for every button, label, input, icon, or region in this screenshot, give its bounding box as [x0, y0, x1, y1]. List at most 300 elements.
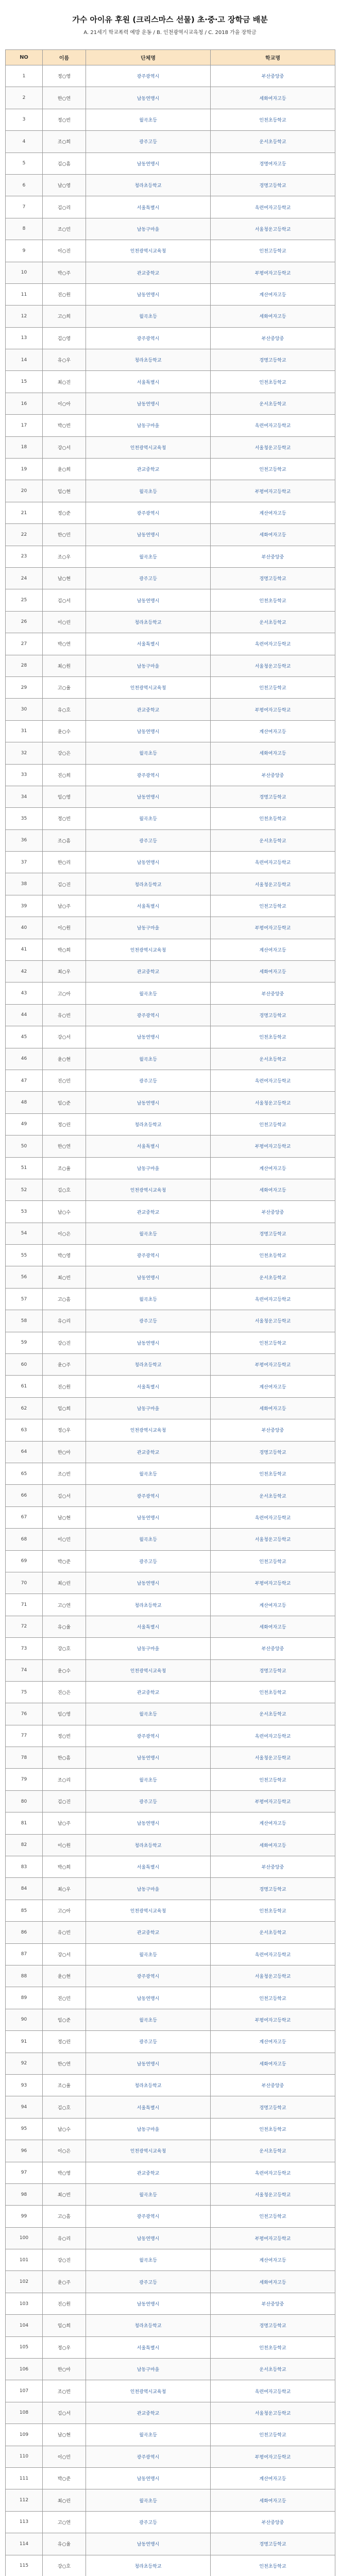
row-number: 43	[6, 982, 43, 1004]
table-row	[6, 1725, 335, 1747]
row-number: 78	[6, 1747, 43, 1769]
row-number: 17	[6, 415, 43, 436]
recipient-name: 이○민	[43, 2446, 86, 2467]
row-number: 57	[6, 1288, 43, 1310]
table-row	[6, 480, 335, 502]
school-name: 부산중앙중	[211, 1856, 335, 1878]
organization-name: 광주고등	[86, 1070, 211, 1091]
school-name: 부평여자고등학교	[211, 2227, 335, 2249]
recipient-name: 최○진	[43, 371, 86, 393]
table-row	[6, 1878, 335, 1900]
recipient-name: 윤○현	[43, 1048, 86, 1070]
row-number: 111	[6, 2467, 43, 2489]
row-number: 30	[6, 699, 43, 720]
school-name: 서울청운고등학교	[211, 2402, 335, 2424]
organization-name: 광주광역시	[86, 1004, 211, 1026]
recipient-name: 윤○희	[43, 459, 86, 480]
table-row	[6, 873, 335, 895]
recipient-name: 이○원	[43, 917, 86, 939]
table-row	[6, 1856, 335, 1878]
school-name: 계산여자고등	[211, 2249, 335, 2271]
school-name: 운서초등학교	[211, 1485, 335, 1506]
organization-name: 청라초등학교	[86, 1113, 211, 1135]
organization-name: 서울특별시	[86, 196, 211, 218]
row-number: 27	[6, 633, 43, 655]
table-row	[6, 1834, 335, 1856]
table-row	[6, 2315, 335, 2336]
row-number: 45	[6, 1026, 43, 1048]
recipient-name: 이○은	[43, 1223, 86, 1244]
recipient-name: 정○빈	[43, 109, 86, 130]
school-name: 부평여자고등학교	[211, 1572, 335, 1594]
school-name: 운서초등학교	[211, 131, 335, 152]
recipient-name: 임○희	[43, 1397, 86, 1419]
school-name: 부평여자고등학교	[211, 2009, 335, 2030]
row-number: 73	[6, 1638, 43, 1659]
row-number: 26	[6, 611, 43, 633]
row-number: 63	[6, 1419, 43, 1441]
recipient-name: 유○리	[43, 2227, 86, 2249]
row-number: 20	[6, 480, 43, 502]
organization-name: 광주고등	[86, 131, 211, 152]
row-number: 13	[6, 327, 43, 349]
row-number: 48	[6, 1092, 43, 1113]
organization-name: 청라초등학교	[86, 1354, 211, 1376]
table-row	[6, 1550, 335, 1572]
table-row	[6, 1004, 335, 1026]
organization-name: 남동연맹시	[86, 1332, 211, 1353]
table-row	[6, 524, 335, 546]
table-row	[6, 1943, 335, 1965]
row-number: 86	[6, 1922, 43, 1943]
recipient-name: 한○연	[43, 1136, 86, 1157]
organization-name: 월곡초등	[86, 480, 211, 502]
row-number: 53	[6, 1201, 43, 1223]
recipient-name: 고○연	[43, 1594, 86, 1616]
recipient-name: 이○진	[43, 240, 86, 262]
table-row	[6, 1201, 335, 1223]
row-number: 7	[6, 196, 43, 218]
row-number: 35	[6, 808, 43, 829]
school-name: 인천고등학교	[211, 2424, 335, 2446]
row-number: 74	[6, 1659, 43, 1681]
table-row	[6, 917, 335, 939]
recipient-name: 한○연	[43, 87, 86, 109]
organization-name: 관교중학교	[86, 699, 211, 720]
recipient-name: 김○서	[43, 1485, 86, 1506]
row-number: 2	[6, 87, 43, 109]
table-row	[6, 1245, 335, 1266]
table-row	[6, 786, 335, 807]
recipient-name: 남○현	[43, 567, 86, 589]
school-name: 옥련여자고등학교	[211, 196, 335, 218]
organization-name: 인천광역시교육청	[86, 1179, 211, 1200]
row-number: 61	[6, 1376, 43, 1397]
school-name: 인천초등학교	[211, 1463, 335, 1485]
recipient-name: 최○우	[43, 961, 86, 982]
header-no: NO	[6, 50, 43, 65]
organization-name: 광주고등	[86, 1550, 211, 1572]
school-name: 계산여자고등	[211, 1157, 335, 1179]
recipient-name: 김○흠	[43, 152, 86, 174]
organization-name: 남동연맹시	[86, 1026, 211, 1048]
table-row	[6, 567, 335, 589]
table-row	[6, 589, 335, 611]
organization-name: 광주고등	[86, 2271, 211, 2293]
school-name: 운서초등학교	[211, 2140, 335, 2162]
school-name: 운서초등학교	[211, 1703, 335, 1725]
table-row	[6, 1922, 335, 1943]
table-row	[6, 240, 335, 262]
row-number: 105	[6, 2336, 43, 2358]
school-name: 부평여자고등학교	[211, 917, 335, 939]
school-name: 계산여자고등	[211, 502, 335, 523]
row-number: 112	[6, 2489, 43, 2511]
row-number: 44	[6, 1004, 43, 1026]
table-row	[6, 699, 335, 720]
table-row	[6, 676, 335, 698]
school-name: 옥련여자고등학교	[211, 1070, 335, 1091]
row-number: 11	[6, 283, 43, 305]
school-name: 부산중앙중	[211, 982, 335, 1004]
school-name: 인천초등학교	[211, 808, 335, 829]
school-name: 세화여자고등	[211, 1397, 335, 1419]
table-row	[6, 546, 335, 567]
recipient-name: 남○주	[43, 895, 86, 917]
row-number: 77	[6, 1725, 43, 1747]
school-name: 서울청운고등학교	[211, 873, 335, 895]
row-number: 33	[6, 764, 43, 786]
recipient-name: 고○흠	[43, 2206, 86, 2227]
table-row	[6, 502, 335, 523]
recipient-name: 이○아	[43, 393, 86, 414]
organization-name: 남동연맹시	[86, 1092, 211, 1113]
recipient-name: 박○준	[43, 2467, 86, 2489]
table-row	[6, 393, 335, 414]
row-number: 67	[6, 1506, 43, 1528]
recipient-name: 유○율	[43, 1616, 86, 1637]
organization-name: 월곡초등	[86, 2424, 211, 2446]
school-name: 계산여자고등	[211, 1812, 335, 1834]
table-row	[6, 2555, 335, 2576]
recipient-name: 강○서	[43, 436, 86, 458]
table-row	[6, 1441, 335, 1463]
school-name: 인천고등학교	[211, 1987, 335, 2009]
row-number: 91	[6, 2031, 43, 2053]
recipient-name: 김○호	[43, 1179, 86, 1200]
school-name: 경명고등학교	[211, 1441, 335, 1463]
row-number: 46	[6, 1048, 43, 1070]
organization-name: 광주고등	[86, 2031, 211, 2053]
school-name: 계산여자고등	[211, 720, 335, 742]
organization-name: 인천광역시교육청	[86, 436, 211, 458]
recipient-name: 고○흠	[43, 1288, 86, 1310]
row-number: 79	[6, 1769, 43, 1790]
row-number: 9	[6, 240, 43, 262]
school-name: 부산중앙중	[211, 1419, 335, 1441]
school-name: 운서초등학교	[211, 393, 335, 414]
table-row	[6, 1376, 335, 1397]
recipient-name: 한○흠	[43, 1747, 86, 1769]
recipient-name: 진○원	[43, 1376, 86, 1397]
organization-name: 남동연맹시	[86, 524, 211, 546]
table-row	[6, 2336, 335, 2358]
organization-name: 남동구마을	[86, 917, 211, 939]
table-row	[6, 306, 335, 327]
school-name: 계산여자고등	[211, 283, 335, 305]
row-number: 16	[6, 393, 43, 414]
row-number: 110	[6, 2446, 43, 2467]
school-name: 운서초등학교	[211, 1266, 335, 1288]
school-name: 인천고등학교	[211, 895, 335, 917]
school-name: 부평여자고등학교	[211, 2446, 335, 2467]
recipient-name: 남○수	[43, 1201, 86, 1223]
row-number: 94	[6, 2096, 43, 2118]
organization-name: 서울특별시	[86, 633, 211, 655]
organization-name: 인천광역시교육청	[86, 1419, 211, 1441]
row-number: 103	[6, 2293, 43, 2314]
recipient-name: 강○진	[43, 2249, 86, 2271]
school-name: 인천초등학교	[211, 1681, 335, 1703]
recipient-name: 강○호	[43, 2555, 86, 2576]
organization-name: 서울특별시	[86, 371, 211, 393]
row-number: 71	[6, 1594, 43, 1616]
school-name: 부산중앙중	[211, 1201, 335, 1223]
organization-name: 월곡초등	[86, 1769, 211, 1790]
table-row	[6, 1638, 335, 1659]
row-number: 95	[6, 2118, 43, 2140]
row-number: 6	[6, 174, 43, 196]
school-name: 인천고등학교	[211, 240, 335, 262]
recipient-name: 윤○주	[43, 2271, 86, 2293]
recipient-name: 유○빈	[43, 1004, 86, 1026]
school-name: 계산여자고등	[211, 1594, 335, 1616]
table-row	[6, 1157, 335, 1179]
row-number: 50	[6, 1136, 43, 1157]
school-name: 인천초등학교	[211, 371, 335, 393]
table-row	[6, 982, 335, 1004]
table-row	[6, 436, 335, 458]
recipient-name: 한○리	[43, 852, 86, 873]
organization-name: 관교중학교	[86, 961, 211, 982]
table-row	[6, 1136, 335, 1157]
table-row	[6, 1506, 335, 1528]
row-number: 42	[6, 961, 43, 982]
header-org: 단체명	[86, 50, 211, 65]
table-row	[6, 1812, 335, 1834]
organization-name: 인천광역시교육청	[86, 676, 211, 698]
organization-name: 서울특별시	[86, 2336, 211, 2358]
row-number: 58	[6, 1310, 43, 1332]
table-row	[6, 1179, 335, 1200]
recipient-name: 정○빈	[43, 1725, 86, 1747]
table-row	[6, 2031, 335, 2053]
school-name: 부산중앙중	[211, 2511, 335, 2533]
row-number: 70	[6, 1572, 43, 1594]
recipient-name: 조○리	[43, 1769, 86, 1790]
row-number: 34	[6, 786, 43, 807]
school-name: 운서초등학교	[211, 1922, 335, 1943]
table-row	[6, 1681, 335, 1703]
recipient-name: 김○리	[43, 196, 86, 218]
recipient-name: 조○율	[43, 2074, 86, 2096]
row-number: 90	[6, 2009, 43, 2030]
row-number: 18	[6, 436, 43, 458]
table-row	[6, 1769, 335, 1790]
recipient-name: 정○준	[43, 502, 86, 523]
row-number: 19	[6, 459, 43, 480]
school-name: 옥련여자고등학교	[211, 2380, 335, 2402]
organization-name: 인천광역시교육청	[86, 240, 211, 262]
table-row	[6, 2511, 335, 2533]
school-name: 인천고등학교	[211, 459, 335, 480]
table-row	[6, 1048, 335, 1070]
recipient-name: 최○린	[43, 1572, 86, 1594]
recipient-name: 한○민	[43, 524, 86, 546]
organization-name: 관교중학교	[86, 262, 211, 283]
school-name: 세화여자고등	[211, 306, 335, 327]
table-row	[6, 2096, 335, 2118]
organization-name: 관교중학교	[86, 2402, 211, 2424]
organization-name: 청라초등학교	[86, 611, 211, 633]
recipient-name: 김○진	[43, 873, 86, 895]
organization-name: 남동연맹시	[86, 1572, 211, 1594]
row-number: 92	[6, 2053, 43, 2074]
recipient-name: 최○우	[43, 1878, 86, 1900]
school-name: 세화여자고등	[211, 524, 335, 546]
row-number: 106	[6, 2359, 43, 2380]
school-name: 계산여자고등	[211, 2467, 335, 2489]
row-number: 83	[6, 1856, 43, 1878]
recipient-name: 김○서	[43, 2402, 86, 2424]
recipient-name: 조○빈	[43, 1463, 86, 1485]
table-row	[6, 2009, 335, 2030]
row-number: 109	[6, 2424, 43, 2446]
table-row	[6, 371, 335, 393]
row-number: 72	[6, 1616, 43, 1637]
organization-name: 남동연맹시	[86, 152, 211, 174]
organization-name: 인천광역시교육청	[86, 939, 211, 960]
table-row	[6, 87, 335, 109]
school-name: 옥련여자고등학교	[211, 1506, 335, 1528]
recipient-name: 진○민	[43, 1987, 86, 2009]
organization-name: 월곡초등	[86, 742, 211, 764]
organization-name: 서울특별시	[86, 1616, 211, 1637]
table-row	[6, 1070, 335, 1091]
organization-name: 남동연맹시	[86, 2533, 211, 2555]
row-number: 81	[6, 1812, 43, 1834]
organization-name: 남동연맹시	[86, 852, 211, 873]
organization-name: 남동구마을	[86, 415, 211, 436]
table-row	[6, 1703, 335, 1725]
row-number: 32	[6, 742, 43, 764]
table-row	[6, 2293, 335, 2314]
recipient-name: 남○수	[43, 2118, 86, 2140]
organization-name: 남동구마을	[86, 1157, 211, 1179]
row-number: 96	[6, 2140, 43, 2162]
row-number: 41	[6, 939, 43, 960]
school-name: 부산중앙중	[211, 327, 335, 349]
table-row	[6, 218, 335, 240]
row-number: 59	[6, 1332, 43, 1353]
row-number: 101	[6, 2249, 43, 2271]
table-row	[6, 1266, 335, 1288]
table-row	[6, 65, 335, 87]
school-name: 경명고등학교	[211, 349, 335, 371]
row-number: 68	[6, 1529, 43, 1550]
organization-name: 광주광역시	[86, 502, 211, 523]
organization-name: 월곡초등	[86, 808, 211, 829]
recipient-name: 정○린	[43, 1113, 86, 1135]
organization-name: 광주광역시	[86, 327, 211, 349]
school-name: 서울청운고등학교	[211, 436, 335, 458]
recipient-name: 박○영	[43, 1245, 86, 1266]
school-name: 부평여자고등학교	[211, 480, 335, 502]
header-school: 학교명	[211, 50, 335, 65]
school-name: 서울청운고등학교	[211, 218, 335, 240]
recipient-name: 윤○수	[43, 1659, 86, 1681]
table-row	[6, 1790, 335, 1812]
row-number: 8	[6, 218, 43, 240]
school-name: 서울청운고등학교	[211, 1529, 335, 1550]
organization-name: 남동연맹시	[86, 589, 211, 611]
organization-name: 남동연맹시	[86, 283, 211, 305]
table-row	[6, 262, 335, 283]
school-name: 계산여자고등	[211, 939, 335, 960]
table-row	[6, 109, 335, 130]
organization-name: 관교중학교	[86, 2162, 211, 2183]
table-body	[6, 65, 335, 2576]
school-name: 경명고등학교	[211, 2533, 335, 2555]
recipient-name: 강○진	[43, 1332, 86, 1353]
row-number: 87	[6, 1943, 43, 1965]
organization-name: 월곡초등	[86, 2183, 211, 2205]
organization-name: 월곡초등	[86, 546, 211, 567]
table-row	[6, 327, 335, 349]
table-row	[6, 2227, 335, 2249]
school-name: 세화여자고등	[211, 2489, 335, 2511]
recipient-name: 임○현	[43, 480, 86, 502]
recipient-name: 윤○현	[43, 1965, 86, 1987]
school-name: 경명고등학교	[211, 2315, 335, 2336]
table-row	[6, 1659, 335, 1681]
row-number: 51	[6, 1157, 43, 1179]
row-number: 12	[6, 306, 43, 327]
recipient-name: 진○은	[43, 1681, 86, 1703]
organization-name: 청라초등학교	[86, 2315, 211, 2336]
scholarship-table	[5, 49, 335, 2576]
organization-name: 남동구마을	[86, 655, 211, 676]
table-row	[6, 633, 335, 655]
recipient-name: 윤○주	[43, 1354, 86, 1376]
table-row	[6, 2053, 335, 2074]
table-row	[6, 174, 335, 196]
row-number: 22	[6, 524, 43, 546]
recipient-name: 조○빈	[43, 2380, 86, 2402]
recipient-name: 한○아	[43, 2359, 86, 2380]
organization-name: 광주고등	[86, 567, 211, 589]
row-number: 89	[6, 1987, 43, 2009]
row-number: 40	[6, 917, 43, 939]
recipient-name: 김○호	[43, 2096, 86, 2118]
school-name: 부산중앙중	[211, 546, 335, 567]
organization-name: 광주광역시	[86, 1485, 211, 1506]
table-header-row	[6, 50, 335, 65]
row-number: 98	[6, 2183, 43, 2205]
organization-name: 월곡초등	[86, 109, 211, 130]
organization-name: 관교중학교	[86, 459, 211, 480]
row-number: 88	[6, 1965, 43, 1987]
